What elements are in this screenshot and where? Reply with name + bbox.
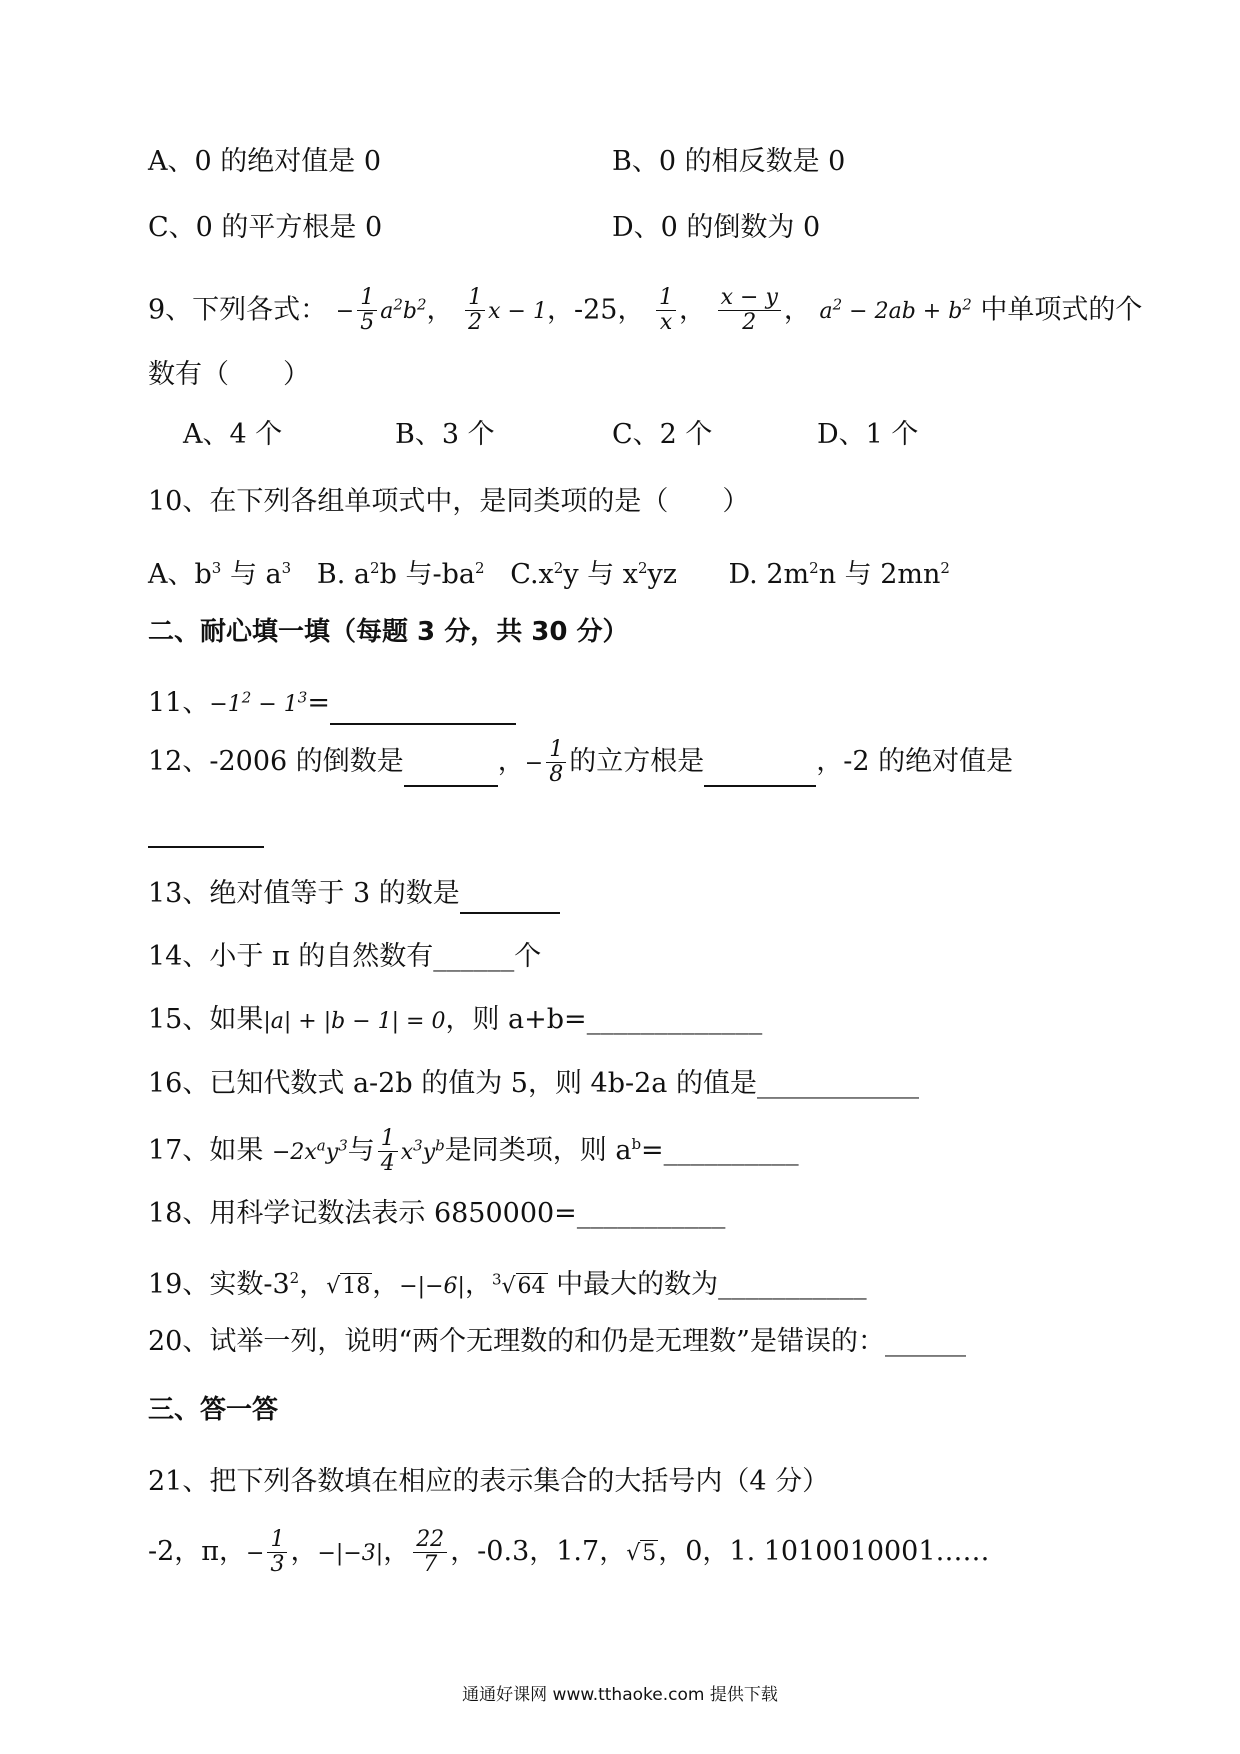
q19-abs: −|−6| — [399, 1274, 465, 1299]
q14-lead: 14、小于 π 的自然数有 — [148, 941, 434, 972]
q8-option-a: A、0 的绝对值是 0 — [148, 146, 382, 177]
q9-option-c: C、2 个 — [612, 419, 713, 450]
q9-sep3: ， — [617, 294, 645, 326]
q11-answer-blank[interactable] — [330, 695, 516, 725]
q16-text: 16、已知代数式 a-2b 的值为 5，则 4b-2a 的值是 — [148, 1068, 757, 1099]
q8-option-c: C、0 的平方根是 0 — [148, 212, 383, 243]
question-14 — [148, 937, 541, 977]
q19-sqrt18: √18 — [326, 1274, 371, 1299]
q17-term1: $-2x^ay^3$ — [271, 1136, 348, 1165]
q17-term2: $\frac{1}{4}$ $x^3y^b$ — [375, 1135, 445, 1166]
q10-option-d: D. $2m^2n$ 与 $2mn^2$ — [728, 559, 950, 590]
q12-mid: 的立方根是 — [569, 746, 705, 777]
q9-sep4: ， — [679, 294, 707, 326]
q12-blank-3-line — [148, 808, 264, 848]
q12-blank-2[interactable] — [704, 757, 816, 787]
q9-term3: -25 — [573, 294, 618, 326]
q15-expr: |a| + |b − 1| = 0 — [263, 1009, 446, 1034]
question-18 — [148, 1194, 725, 1234]
q21-list-end: ，-0.3，1.7， — [450, 1536, 627, 1567]
q9-term5: $\frac{x - y}{2}$ — [715, 294, 784, 325]
question-9 — [148, 285, 1142, 335]
question-21: 21、把下列各数填在相应的表示集合的大括号内（4 分） — [148, 1466, 830, 1497]
q19-lead: 19、实数-3 — [148, 1269, 290, 1300]
q19-cbrt64: $^3$√64 — [491, 1270, 546, 1299]
q14-blank[interactable]: ______ — [433, 941, 515, 972]
q12-blank-3[interactable] — [148, 818, 264, 848]
page-footer: 通通好课网 www.tthaoke.com 提供下载 — [462, 1685, 778, 1705]
q20-blank[interactable]: ______ — [884, 1326, 966, 1357]
q17-end: = — [641, 1135, 664, 1166]
q10-option-b: B. $a^2b$ 与$-ba^2$ — [316, 559, 485, 590]
q15-blank[interactable]: _____________ — [586, 1004, 763, 1035]
q19-blank[interactable]: ___________ — [718, 1269, 867, 1300]
q19-tail: 中最大的数为 — [556, 1269, 719, 1300]
q14-tail: 个 — [514, 941, 542, 972]
q12-lead: 12、-2006 的倒数是 — [148, 746, 404, 777]
q9-option-a: A、4 个 — [183, 419, 283, 450]
q10-option-c: $C.x^2y$ 与 $x^2yz$ — [510, 559, 677, 590]
q21-frac-22-7: $\frac{22}{7}$ — [410, 1536, 450, 1567]
q15-lead: 15、如果 — [148, 1004, 264, 1035]
q17-lead: 17、如果 — [148, 1135, 264, 1166]
question-19: 19、实数$-3^2$，√18，−|−6|，$^3$√64 中最大的数为___________ — [148, 1269, 867, 1300]
question-13 — [148, 874, 560, 914]
q9-lead: 9、下列各式： — [148, 294, 328, 326]
question-11 — [148, 678, 516, 725]
q10-option-a: A、$b^3$ 与 $a^3$ — [148, 559, 292, 590]
q12-blank-1[interactable] — [404, 757, 498, 787]
q8-option-d: D、0 的倒数为 0 — [612, 212, 821, 243]
q9-option-b: B、3 个 — [395, 419, 495, 450]
q11-label: 11、 — [148, 687, 210, 719]
q21-list-start: -2，π， — [148, 1536, 247, 1567]
q18-blank[interactable]: ___________ — [576, 1198, 726, 1229]
q9-tail: 中单项式的个 — [980, 294, 1143, 326]
q9-tail-line: 数有（ ） — [148, 359, 310, 390]
q11-eq: = — [307, 687, 330, 719]
q16-blank[interactable]: ____________ — [757, 1068, 919, 1099]
q11-expr: $-1^2 - 1^3$ — [209, 689, 308, 718]
q9-term4: $\frac{1}{x}$ — [653, 294, 679, 325]
q13-text: 13、绝对值等于 3 的数是 — [148, 878, 460, 909]
q10-options — [148, 548, 950, 595]
q9-term6: $a^2 - 2ab + b^2$ — [819, 296, 972, 325]
q9-sep1: ， — [426, 294, 454, 326]
q21-number-list: -2，π，− $\frac{1}{3}$ ，−|−3|， $\frac{22}{7}$ ，-0.3，1.7，√5，0，1. 1010010001…… — [148, 1527, 990, 1577]
question-20 — [148, 1322, 966, 1362]
q21-frac-1-3: − $\frac{1}{3}$ — [246, 1536, 290, 1567]
q21-sqrt5: √5 — [626, 1541, 657, 1566]
q9-term2: $\frac{1}{2}$ x − 1 — [462, 294, 547, 325]
q20-text: 20、试举一列，说明“两个无理数的和仍是无理数”是错误的： — [148, 1326, 885, 1357]
q18-text: 18、用科学记数法表示 6850000= — [148, 1198, 577, 1229]
q21-abs-3: −|−3| — [317, 1541, 384, 1566]
q21-list-tail: ，0，1. 1010010001…… — [658, 1536, 990, 1567]
q9-sep2: ， — [546, 294, 574, 326]
section-2-heading: 二、耐心填一填（每题 3 分，共 30 分） — [148, 617, 629, 647]
q17-blank[interactable]: __________ — [663, 1135, 799, 1166]
q12-frac: − $\frac{1}{8}$ — [525, 746, 569, 777]
section-3-heading: 三、答一答 — [148, 1395, 279, 1425]
q8-option-b: B、0 的相反数是 0 — [612, 146, 846, 177]
q9-term1: − $\frac{1}{5}$ $a^2b^2$ — [335, 285, 427, 336]
question-12: 12、-2006 的倒数是 ，− $\frac{1}{8}$ 的立方根是 ，-2 的绝对值是 — [148, 737, 1014, 787]
question-10: 10、在下列各组单项式中，是同类项的是（ ） — [148, 486, 750, 517]
q9-sep5: ， — [783, 294, 811, 326]
q17-mid: 与 — [347, 1135, 375, 1166]
question-16 — [148, 1064, 919, 1104]
q12-tail: ，-2 的绝对值是 — [816, 746, 1014, 777]
question-17: 17、如果 $-2x^ay^3$与 $\frac{1}{4}$ $x^3y^b$是同类项，则 $a^b=\_\_\_\_\_\_\_\_\_\_$ — [148, 1126, 799, 1176]
q15-mid: ，则 a+b= — [445, 1004, 587, 1035]
q17-tail: 是同类项，则 a — [444, 1135, 632, 1166]
question-15 — [148, 1000, 762, 1042]
q9-option-d: D、1 个 — [817, 419, 919, 450]
q13-answer-blank[interactable] — [460, 884, 560, 914]
